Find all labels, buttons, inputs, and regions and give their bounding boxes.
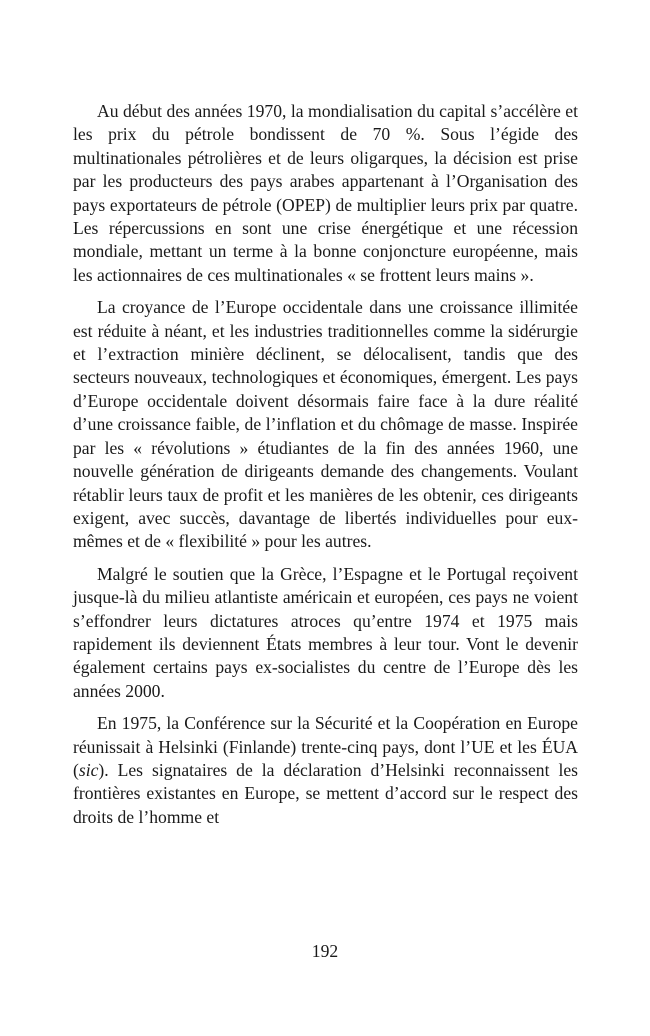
- paragraph-4: [73, 712, 578, 829]
- page-body: [73, 100, 578, 838]
- page-number: 192: [311, 941, 339, 961]
- sic-italic: sic: [78, 759, 99, 780]
- paragraph-3: Malgré le soutien que la Grèce, l’Espagne et le Portugal reçoivent jusque-là du milieu atlantiste américain et européen, ces pays ne voient s’effondrer leurs dictatures atroces qu’entre 1974 et 1975 mais rapidement ils deviennent États membres à leur tour. Vont le devenir également certains pays ex-socialistes du centre de l’Europe dès les années 2000.: [73, 563, 578, 701]
- paragraph-4-text-start: En 1975, la Conférence sur la Sécurité et la Coopération en Europe réunissait à Helsinki (Finlande) trente-cinq pays, dont l’UE et les ÉUA (: [73, 713, 578, 780]
- paragraph-2: La croyance de l’Europe occidentale dans une croissance illimitée est réduite à néant, et les industries traditionnelles comme la sidérurgie et l’extraction minière déclinent, se délocalisent, tandis que des secteurs nouveaux, technologiques et économiques, émergent. Les pays d’Europe occidentale doivent désormais faire face à la dure réalité d’une croissance faible, de l’inflation et du chômage de masse. Inspirée par les « révolutions » étudiantes de la fin des années 1960, une nouvelle génération de dirigeants demande des changements. Voulant rétablir leurs taux de profit et les manières de les obtenir, ces dirigeants exigent, avec succès, davantage de libertés individuelles pour eux-mêmes et de « flexibilité » pour les autres.: [73, 297, 578, 552]
- paragraph-1: Au début des années 1970, la mondialisation du capital s’accélère et les prix du pétrole bondissent de 70 %. Sous l’égide des multinationales pétrolières et de leurs oligarques, la décision est prise par les producteurs des pays arabes appartenant à l’Organisation des pays exportateurs de pétrole (OPEP) de multiplier leurs prix par quatre. Les répercussions en sont une crise énergétique et une récession mondiale, mettant un terme à la bonne conjoncture européenne, mais les actionnaires de ces multinationales « se frottent leurs mains ».: [73, 101, 578, 285]
- paragraph-4-text-end: ). Les signataires de la déclaration d’Helsinki reconnaissent les frontières existantes en Europe, se mettent d’accord sur le respect des droits de l’homme et: [73, 759, 578, 827]
